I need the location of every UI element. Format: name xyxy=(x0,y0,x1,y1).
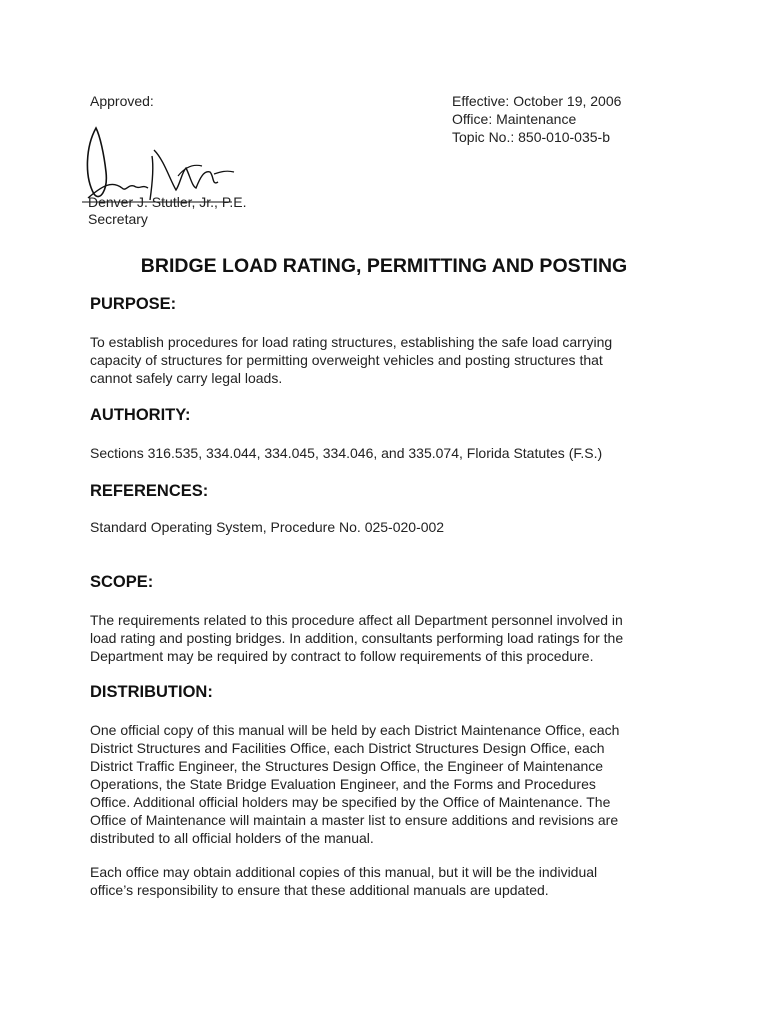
distribution-heading: DISTRIBUTION: xyxy=(90,683,213,701)
distribution-line: Office. Additional official holders may be specified by the Office of Maintenance. The xyxy=(90,794,611,810)
purpose-paragraph xyxy=(90,333,680,387)
distribution-line: Office of Maintenance will maintain a master list to ensure additions and revisions are xyxy=(90,812,619,828)
signature-image xyxy=(82,106,242,206)
scope-paragraph xyxy=(90,611,680,665)
scope-line: The requirements related to this procedure affect all Department personnel involved in xyxy=(90,612,623,628)
distribution-paragraph-1 xyxy=(90,721,680,847)
effective-date: Effective: October 19, 2006 xyxy=(452,93,622,109)
references-paragraph xyxy=(90,518,680,536)
approved-label: Approved: xyxy=(90,93,154,109)
authority-line: Sections 316.535, 334.044, 334.045, 334.046, and 335.074, Florida Statutes (F.S.) xyxy=(90,445,603,461)
distribution-paragraph-2 xyxy=(90,863,680,899)
scope-line: Department may be required by contract to follow requirements of this procedure. xyxy=(90,648,594,664)
office-name: Office: Maintenance xyxy=(452,111,577,127)
approval-block xyxy=(90,92,390,232)
document-meta xyxy=(452,92,712,146)
authority-heading: AUTHORITY: xyxy=(90,406,191,424)
distribution-line: distributed to all official holders of the manual. xyxy=(90,830,374,846)
scope-heading: SCOPE: xyxy=(90,573,154,591)
signer-block xyxy=(88,194,246,228)
distribution-line: Operations, the State Bridge Evaluation Engineer, and the Forms and Procedures xyxy=(90,776,596,792)
distribution-line: One official copy of this manual will be held by each District Maintenance Office, each xyxy=(90,722,620,738)
purpose-line: To establish procedures for load rating structures, establishing the safe load carrying xyxy=(90,334,613,350)
topic-number: Topic No.: 850-010-035-b xyxy=(452,129,610,145)
purpose-line: cannot safely carry legal loads. xyxy=(90,370,283,386)
references-heading: REFERENCES: xyxy=(90,482,209,500)
authority-paragraph xyxy=(90,444,680,462)
purpose-heading: PURPOSE: xyxy=(90,295,177,313)
distribution-line: District Traffic Engineer, the Structures Design Office, the Engineer of Maintenance xyxy=(90,758,604,774)
signer-title: Secretary xyxy=(88,211,148,227)
purpose-line: capacity of structures for permitting overweight vehicles and posting structures that xyxy=(90,352,603,368)
distribution-line: District Structures and Facilities Office, each District Structures Design Office, each xyxy=(90,740,605,756)
signer-name: Denver J. Stutler, Jr., P.E. xyxy=(88,194,247,210)
references-line: Standard Operating System, Procedure No. 025-020-002 xyxy=(90,519,445,535)
distribution-line: office’s responsibility to ensure that these additional manuals are updated. xyxy=(90,882,549,898)
distribution-line: Each office may obtain additional copies of this manual, but it will be the individual xyxy=(90,864,598,880)
document-title: BRIDGE LOAD RATING, PERMITTING AND POSTING xyxy=(140,255,628,277)
scope-line: load rating and posting bridges. In addition, consultants performing load ratings for the xyxy=(90,630,624,646)
